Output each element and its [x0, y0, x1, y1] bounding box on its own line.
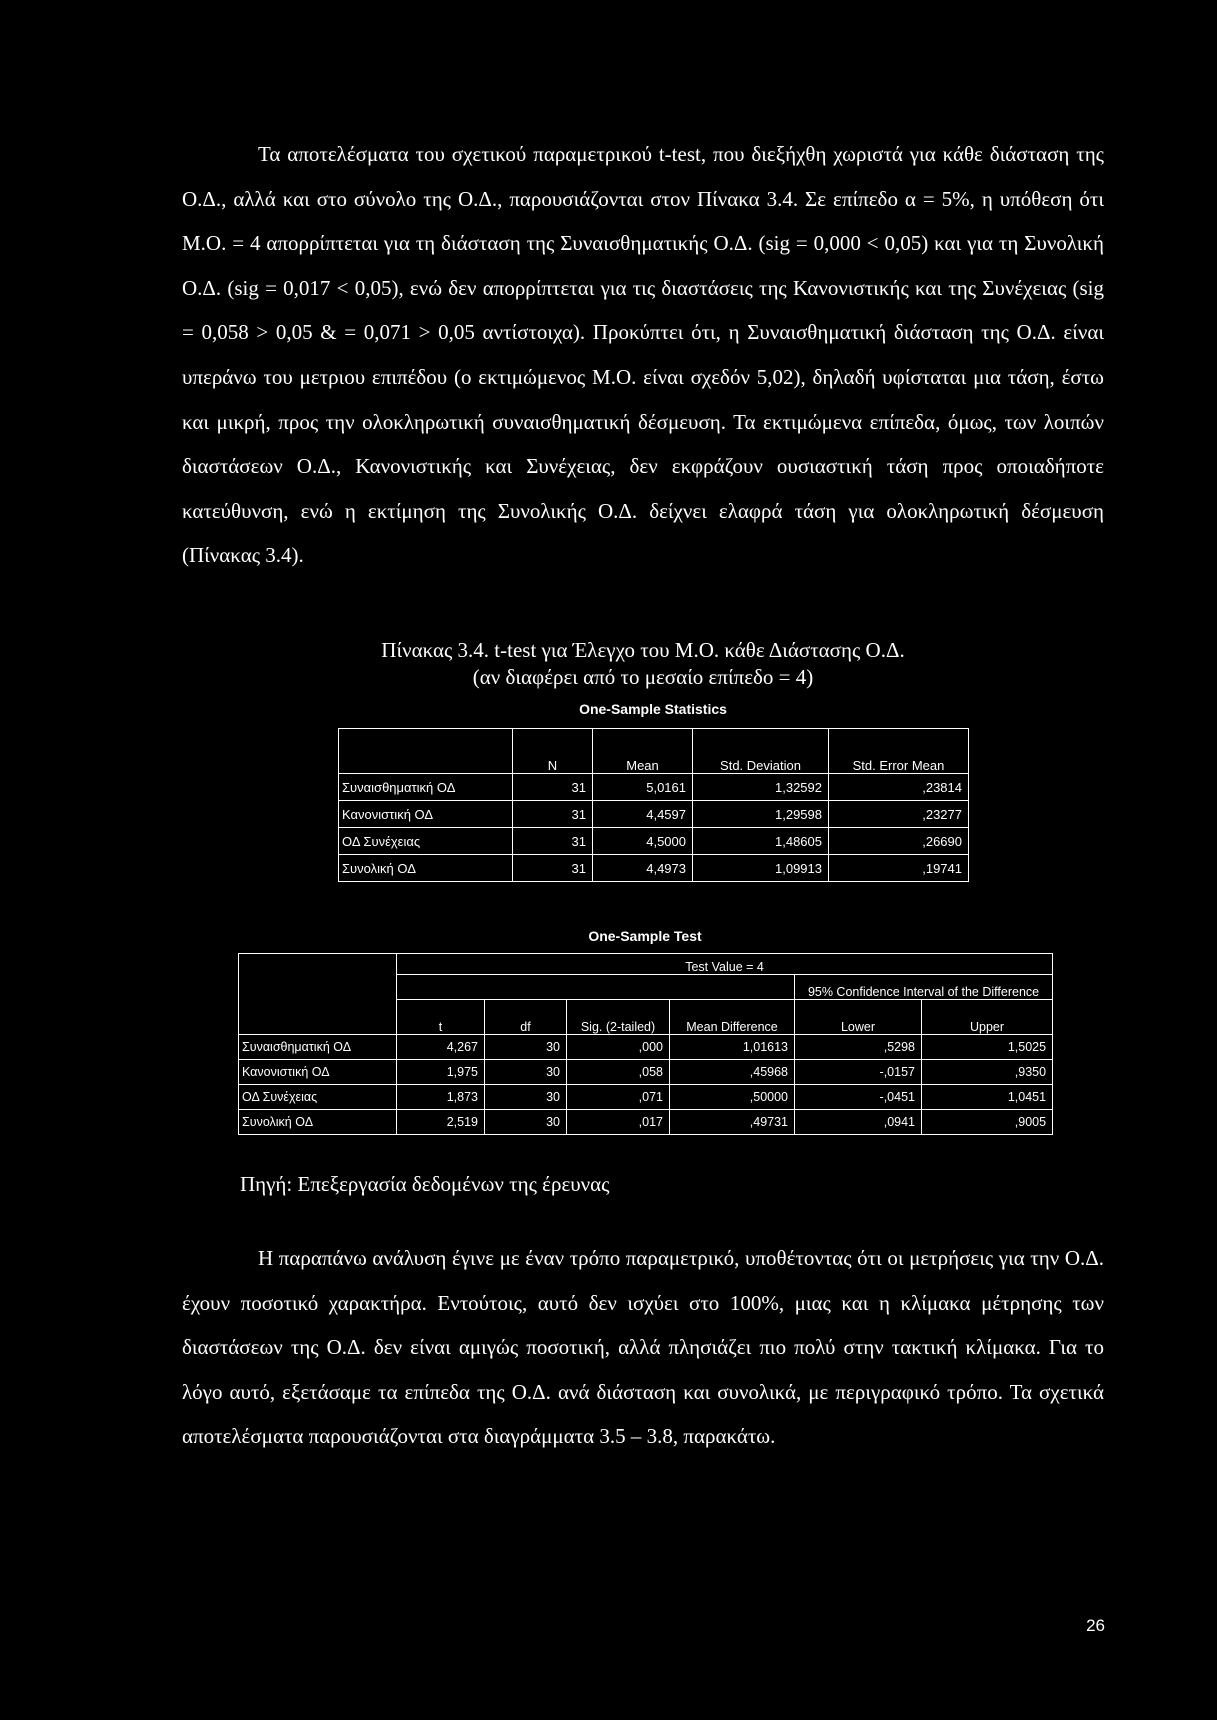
cell-df: 30 — [485, 1060, 567, 1085]
cell-df: 30 — [485, 1035, 567, 1060]
cell-sig: ,017 — [567, 1110, 670, 1135]
cell-sig: ,058 — [567, 1060, 670, 1085]
row-label: Κανονιστική ΟΔ — [239, 1060, 397, 1085]
cell-sig: ,000 — [567, 1035, 670, 1060]
header-cell: Std. Deviation — [693, 729, 829, 774]
paragraph-text: Η παραπάνω ανάλυση έγινε με έναν τρόπο παραμετρικό, υποθέτοντας ότι οι μετρήσεις για την Ο.Δ. έχουν ποσοτικό χαρακτήρα. Εντούτοις, αυτό δεν ισχύει στο 100%, μιας και η κλίμακα μέτρησης των διαστάσεων της Ο.Δ. δεν είναι αμιγώς ποσοτική, αλλά πλησιάζει πιο πολύ στην τακτική κλίμακα. Για το λόγο αυτό, εξετάσαμε τα επίπεδα της Ο.Δ. ανά διάσταση και συνολικά, με περιγραφικό τρόπο. Τα σχετικά αποτελέσματα παρουσιάζονται στα διαγράμματα 3.5 – 3.8, παρακάτω. — [182, 1246, 1104, 1449]
paragraph-analysis-note — [182, 1236, 1104, 1459]
cell-mean: 4,4597 — [593, 801, 693, 828]
cell-mean: 4,5000 — [593, 828, 693, 855]
header-corner — [239, 954, 397, 1035]
one-sample-test-table — [238, 953, 1053, 1135]
cell-upper: 1,0451 — [922, 1085, 1053, 1110]
cell-upper: ,9005 — [922, 1110, 1053, 1135]
row-label: ΟΔ Συνέχειας — [339, 828, 513, 855]
cell-mean-difference: ,49731 — [670, 1110, 795, 1135]
row-label: ΟΔ Συνέχειας — [239, 1085, 397, 1110]
row-label: Συναισθηματική ΟΔ — [239, 1035, 397, 1060]
row-label: Συναισθηματική ΟΔ — [339, 774, 513, 801]
row-label: Συνολική ΟΔ — [339, 855, 513, 882]
test-table-title: One-Sample Test — [588, 928, 702, 944]
cell-mean-difference: ,50000 — [670, 1085, 795, 1110]
table-row — [239, 1060, 1053, 1085]
header-cell — [339, 729, 513, 774]
cell-std-deviation: 1,09913 — [693, 855, 829, 882]
table-caption — [182, 637, 1104, 691]
ci-header: 95% Confidence Interval of the Difference — [795, 975, 1053, 1000]
header-cell: Sig. (2-tailed) — [567, 1000, 670, 1035]
cell-df: 30 — [485, 1085, 567, 1110]
cell-lower: ,0941 — [795, 1110, 922, 1135]
cell-n: 31 — [513, 774, 593, 801]
cell-std-deviation: 1,29598 — [693, 801, 829, 828]
table-row — [239, 1035, 1053, 1060]
table-row — [339, 801, 969, 828]
cell-lower: -,0451 — [795, 1085, 922, 1110]
cell-upper: ,9350 — [922, 1060, 1053, 1085]
cell-sig: ,071 — [567, 1085, 670, 1110]
one-sample-statistics-table — [338, 728, 969, 882]
table-row — [339, 855, 969, 882]
test-value-row — [239, 954, 1053, 975]
cell-t: 1,873 — [397, 1085, 485, 1110]
cell-std-error: ,19741 — [829, 855, 969, 882]
test-value-header: Test Value = 4 — [397, 954, 1053, 975]
cell-t: 4,267 — [397, 1035, 485, 1060]
table-row — [339, 774, 969, 801]
row-label: Συνολική ΟΔ — [239, 1110, 397, 1135]
table-row — [239, 1110, 1053, 1135]
header-cell: Lower — [795, 1000, 922, 1035]
header-cell: Mean — [593, 729, 693, 774]
header-cell: Std. Error Mean — [829, 729, 969, 774]
cell-std-deviation: 1,48605 — [693, 828, 829, 855]
cell-lower: ,5298 — [795, 1035, 922, 1060]
cell-mean: 4,4973 — [593, 855, 693, 882]
caption-line-1: Πίνακας 3.4. t-test για Έλεγχο του Μ.Ο. κάθε Διάστασης Ο.Δ. — [381, 638, 905, 662]
statistics-table-title: One-Sample Statistics — [579, 701, 727, 717]
row-label: Κανονιστική ΟΔ — [339, 801, 513, 828]
cell-std-error: ,23277 — [829, 801, 969, 828]
table-source-note: Πηγή: Επεξεργασία δεδομένων της έρευνας — [240, 1172, 610, 1196]
paragraph-text: Τα αποτελέσματα του σχετικού παραμετρικού t-test, που διεξήχθη χωριστά για κάθε διάσταση της Ο.Δ., αλλά και στο σύνολο της Ο.Δ., παρουσιάζονται στον Πίνακα 3.4. Σε επίπεδο α = 5%, η υπόθεση ότι Μ.Ο. = 4 απορρίπτεται για τη διάσταση της Συναισθηματικής Ο.Δ. (sig = 0,000 < 0,05) και για τη Συνολική Ο.Δ. (sig = 0,017 < 0,05), ενώ δεν απορρίπτεται για τις διαστάσεις της Κανονιστικής και της Συνέχειας (sig = 0,058 > 0,05 & = 0,071 > 0,05 αντίστοιχα). Προκύπτει ότι, η Συναισθηματική διάσταση της Ο.Δ. είναι υπεράνω του μετριου επιπέδου (ο εκτιμώμενος Μ.Ο. είναι σχεδόν 5,02), δηλαδή υφίσταται μια τάση, έστω και μικρή, προς την ολοκληρωτική συναισθηματική δέσμευση. Τα εκτιμώμενα επίπεδα, όμως, των λοιπών διαστάσεων Ο.Δ., Κανονιστικής και Συνέχειας, δεν εκφράζουν ουσιαστική τάση προς οποιαδήποτε κατεύθυνση, ενώ η εκτίμηση της Συνολικής Ο.Δ. δείχνει ελαφρά τάση για ολοκληρωτική δέσμευση (Πίνακας 3.4). — [182, 142, 1104, 568]
header-cell: t — [397, 1000, 485, 1035]
header-cell: df — [485, 1000, 567, 1035]
page-number: 26 — [1086, 1616, 1105, 1635]
header-cell: N — [513, 729, 593, 774]
cell-t: 2,519 — [397, 1110, 485, 1135]
cell-lower: -,0157 — [795, 1060, 922, 1085]
cell-mean: 5,0161 — [593, 774, 693, 801]
cell-n: 31 — [513, 855, 593, 882]
table-row — [339, 828, 969, 855]
cell-std-error: ,23814 — [829, 774, 969, 801]
cell-mean-difference: ,45968 — [670, 1060, 795, 1085]
paragraph-results — [182, 132, 1104, 578]
header-blank — [397, 975, 795, 1000]
cell-t: 1,975 — [397, 1060, 485, 1085]
cell-upper: 1,5025 — [922, 1035, 1053, 1060]
caption-line-2: (αν διαφέρει από το μεσαίο επίπεδο = 4) — [472, 665, 814, 689]
cell-mean-difference: 1,01613 — [670, 1035, 795, 1060]
table-row — [239, 1085, 1053, 1110]
cell-std-error: ,26690 — [829, 828, 969, 855]
cell-df: 30 — [485, 1110, 567, 1135]
header-cell: Mean Difference — [670, 1000, 795, 1035]
cell-n: 31 — [513, 801, 593, 828]
cell-std-deviation: 1,32592 — [693, 774, 829, 801]
cell-n: 31 — [513, 828, 593, 855]
table-header-row — [339, 729, 969, 774]
header-cell: Upper — [922, 1000, 1053, 1035]
